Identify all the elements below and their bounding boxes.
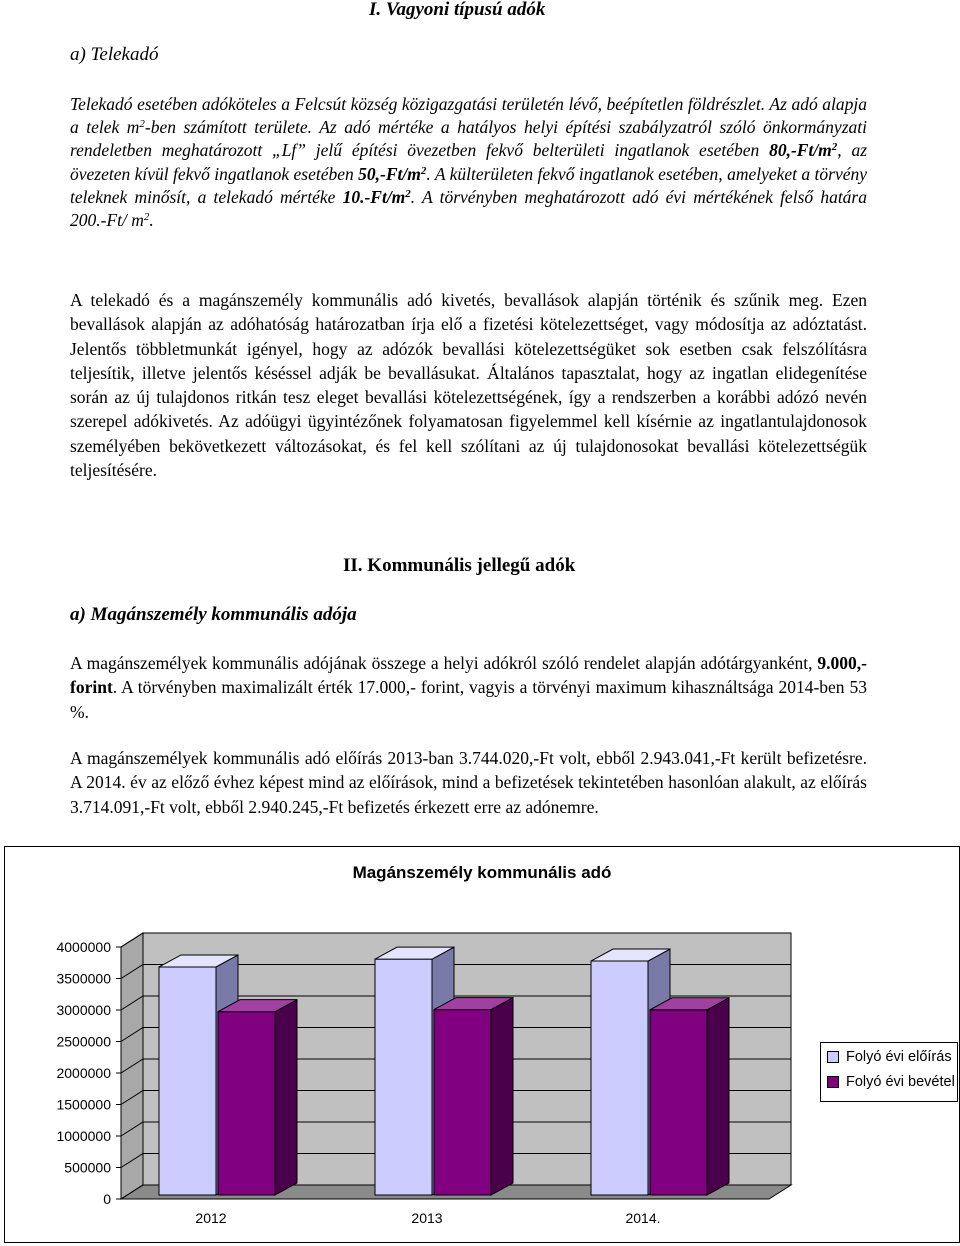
chart-title: Magánszemély kommunális adó [352,863,612,882]
bar-bevetel-2014 [650,1010,707,1195]
legend-item-eloiras [827,1049,952,1065]
section-heading-kommunalis: II. Kommunális jellegű adók [343,555,576,576]
legend-swatch-bevetel [827,1076,839,1088]
bevallas-paragraph: A telekadó és a magánszemély kommunális adó kivetés, bevallások alapján történik és szűnik meg. Ezen bevallások alapján az adóhatóság határozatban írja elő a fizetési kötelezettséget, vagy módosítja az adóztatást. Jelentős többletmunkát igényel, hogy az adózók bevallási kötelezettségüket sok esetben csak felszólításra teljesítik, illetve jelentős késéssel adják be bevallásukat. Általános tapasztalat, hogy az ingatlan elidegenítése során az új tulajdonos ritkán tesz eleget bevallási kötelezettségének, így a rendszerben a korábbi adózó nevén szerepel adókivetés. Az adóügyi ügyintézőnek folyamatosan figyelemmel kell kísérnie az ingatlantulajdonosok személyében bekövetkezett változásokat, és fel kell szólítani az új tulajdonosokat bevallási kötelezettségük teljesítésére. [70,290,867,481]
y-tick-label: 1000000 [56,1128,111,1144]
subheading-maganszemely: a) Magánszemély kommunális adója [70,604,357,625]
y-tick-label: 0 [103,1191,111,1207]
legend-swatch-eloiras [827,1051,839,1063]
legend-item-bevetel [827,1074,955,1090]
y-tick-label: 2000000 [56,1065,111,1081]
bar-side [707,998,729,1195]
kommunalis-ado-chart [4,846,960,1243]
telekado-paragraph: Telekadó esetében adóköteles a Felcsút község közigazgatási területén lévő, beépítetlen földrészlet. Az adó alapja a telek $m^2$-ben számított területe. Az adó mértéke a hatályos helyi építési szabályzatról szóló önkormányzati rendeletben meghatározott „Lf” jelű építési övezetben fekvő belterületi ingatlanok esetében $80,-Ft/m^2$, az övezeten kívül fekvő ingatlanok esetében $50,-Ft/m^2$. A külterületen fekvő ingatlanok esetében, amelyeket a törvény teleknek minősít, a telekadó mértéke $10.-Ft/m^2$. A törvényben meghatározott adó évi mértékének felső határa 200.-Ft/ $m^2$. [70,94,868,231]
bar-bevetel-2012 [218,1012,275,1195]
bar-side [275,1000,297,1195]
bar-eloiras-2014 [591,961,648,1195]
bar-side [491,998,513,1195]
kommunalis-paragraph-1: A magánszemélyek kommunális adójának összege a helyi adókról szóló rendelet alapján adótárgyanként, 9.000,- forint. A törvényben maximalizált érték 17.000,- forint, vagyis a törvényi maximum kihasználtsága 2014-ben 53 %. [70,653,867,722]
chart-legend [820,1042,958,1102]
legend-label-eloiras: Folyó évi előírás [846,1049,952,1065]
kommunalis-paragraph-2: A magánszemélyek kommunális adó előírás 2013-ban 3.744.020,-Ft volt, ebből 2.943.041,-Ft került befizetésre. A 2014. év az előző évhez képest mind az előírások, mind a befizetések tekintetében hasonlóan alakult, az előírás 3.714.091,-Ft volt, ebből 2.940.245,-Ft befizetés érkezett erre az adónemre. [70,748,867,817]
y-tick-label: 500000 [64,1159,111,1176]
section-heading-vagyoni: I. Vagyoni típusú adók [369,0,546,20]
y-tick-label: 2500000 [56,1033,111,1050]
chart-plot-area [5,847,959,1242]
y-tick-label: 4000000 [56,939,111,955]
bar-bevetel-2013 [434,1010,491,1195]
subheading-telekado: a) Telekadó [70,44,159,65]
y-tick-label: 3500000 [56,970,111,987]
x-tick-label: 2014. [625,1210,661,1226]
y-tick-label: 3000000 [56,1002,111,1018]
x-tick-label: 2013 [411,1210,443,1226]
x-tick-label: 2012 [195,1210,227,1226]
bar-eloiras-2013 [375,959,432,1195]
legend-label-bevetel: Folyó évi bevétel [846,1074,955,1090]
y-tick-label: 1500000 [56,1096,111,1113]
bar-eloiras-2012 [159,967,216,1195]
